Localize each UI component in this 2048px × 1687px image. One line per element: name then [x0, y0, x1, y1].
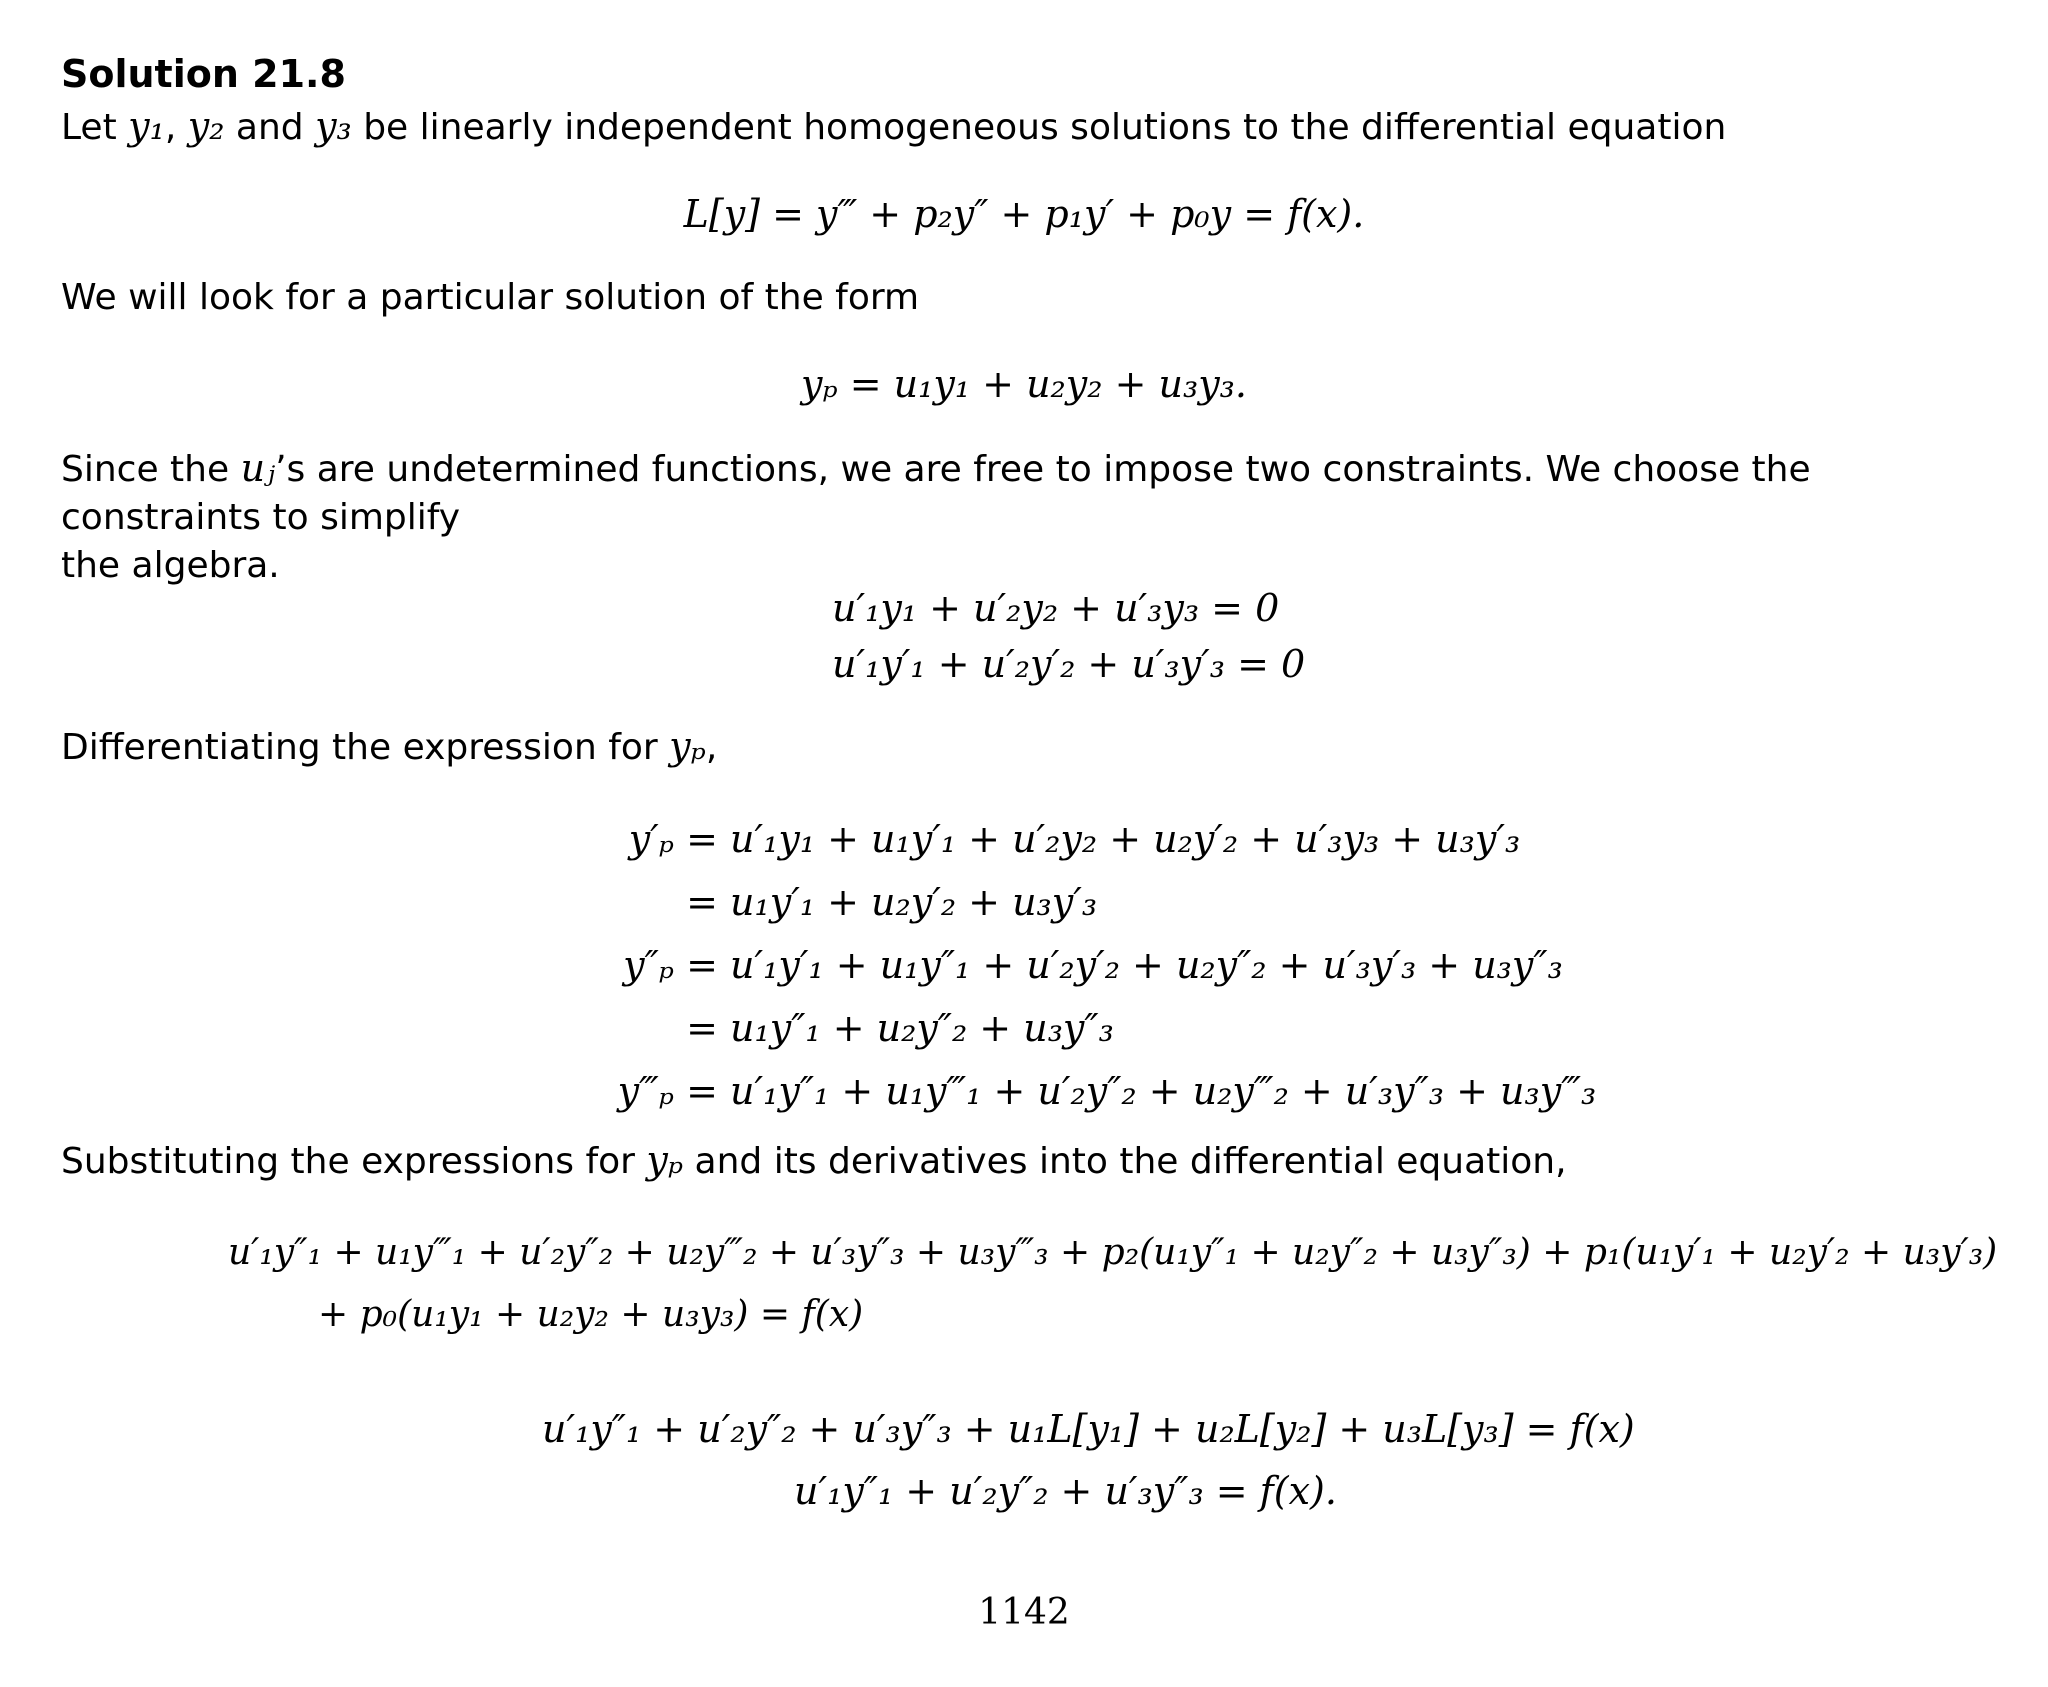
intro-suffix: be linearly independent homogeneous solutions to the differential equation: [351, 107, 1727, 148]
paragraph-differentiating: [61, 722, 717, 772]
constraints-prefix: Since the: [61, 449, 241, 490]
paragraph-particular: We will look for a particular solution of the form: [61, 277, 920, 318]
intro-sep1: ,: [164, 107, 188, 148]
inline-y2: y₂: [187, 104, 225, 148]
substituted-line: + p₀(u₁y₁ + u₂y₂ + u₃y₃) = f(x): [318, 1294, 864, 1335]
paragraph-intro: [61, 102, 1726, 152]
paragraph-constraints: [61, 444, 2001, 590]
constraint-equation: u′₁y₁ + u′₂y₂ + u′₃y₃ = 0: [832, 586, 1280, 630]
derivative-row: [600, 871, 1596, 934]
constraint-equation: u′₁y′₁ + u′₂y′₂ + u′₃y′₃ = 0: [832, 642, 1306, 686]
page-number: 1142: [978, 1592, 1070, 1633]
derivative-rhs: = u₁y′₁ + u₂y′₂ + u₃y′₃: [686, 880, 1098, 924]
derivative-rhs: = u′₁y₁ + u₁y′₁ + u′₂y₂ + u₂y′₂ + u′₃y₃ + u₃y′₃: [686, 817, 1521, 861]
substituting-suffix: and its derivatives into the differential equation,: [683, 1141, 1567, 1182]
derivative-row: [600, 1060, 1596, 1123]
final-equation: u′₁y″₁ + u′₂y″₂ + u′₃y″₃ = f(x).: [794, 1469, 1337, 1513]
derivative-rhs: = u₁y″₁ + u₂y″₂ + u₃y″₃: [686, 1006, 1114, 1050]
derivative-row: [600, 808, 1596, 871]
differentiating-prefix: Differentiating the expression for: [61, 727, 670, 768]
inline-yp: yₚ: [669, 724, 706, 768]
inline-uj: uⱼ: [240, 446, 276, 490]
derivative-row: [600, 997, 1596, 1060]
derivative-rhs: = u′₁y″₁ + u₁y‴₁ + u′₂y″₂ + u₂y‴₂ + u′₃y″₃ + u₃y‴₃: [686, 1069, 1597, 1113]
final-equations: [542, 1398, 1635, 1522]
derivative-lhs: y′ₚ: [628, 817, 674, 861]
constraints-line2: the algebra.: [61, 545, 280, 586]
equation-differential: L[y] = y‴ + p₂y″ + p₁y′ + p₀y = f(x).: [683, 192, 1365, 236]
equation-particular-form: yₚ = u₁y₁ + u₂y₂ + u₃y₃.: [801, 362, 1247, 406]
differentiating-suffix: ,: [705, 727, 718, 768]
derivative-lhs: y‴ₚ: [617, 1069, 674, 1113]
inline-y3: y₃: [315, 104, 352, 148]
inline-yp: yₚ: [646, 1138, 684, 1182]
solution-heading: Solution 21.8: [61, 52, 346, 96]
derivative-lhs: y″ₚ: [623, 943, 674, 987]
substituting-prefix: Substituting the expressions for: [61, 1141, 647, 1182]
substituted-equation: [228, 1222, 1997, 1346]
derivative-equations: [600, 808, 1596, 1123]
inline-y1: y₁: [128, 104, 165, 148]
intro-prefix: Let: [61, 107, 129, 148]
constraint-equations: [832, 580, 1305, 692]
intro-sep2: and: [224, 107, 316, 148]
substituted-line: u′₁y″₁ + u₁y‴₁ + u′₂y″₂ + u₂y‴₂ + u′₃y″₃ + u₃y‴₃ + p₂(u₁y″₁ + u₂y″₂ + u₃y″₃) + p₁(u₁y′₁ + u₂y′₂ + u₃y′₃): [228, 1232, 1998, 1273]
final-equation: u′₁y″₁ + u′₂y″₂ + u′₃y″₃ + u₁L[y₁] + u₂L[y₂] + u₃L[y₃] = f(x): [542, 1407, 1635, 1451]
derivative-rhs: = u′₁y′₁ + u₁y″₁ + u′₂y′₂ + u₂y″₂ + u′₃y′₃ + u₃y″₃: [686, 943, 1563, 987]
constraints-suffix: ’s are undetermined functions, we are free to impose two constraints. We choose the constraints to simplify: [61, 449, 1811, 538]
paragraph-substituting: [61, 1136, 1567, 1186]
derivative-row: [600, 934, 1596, 997]
